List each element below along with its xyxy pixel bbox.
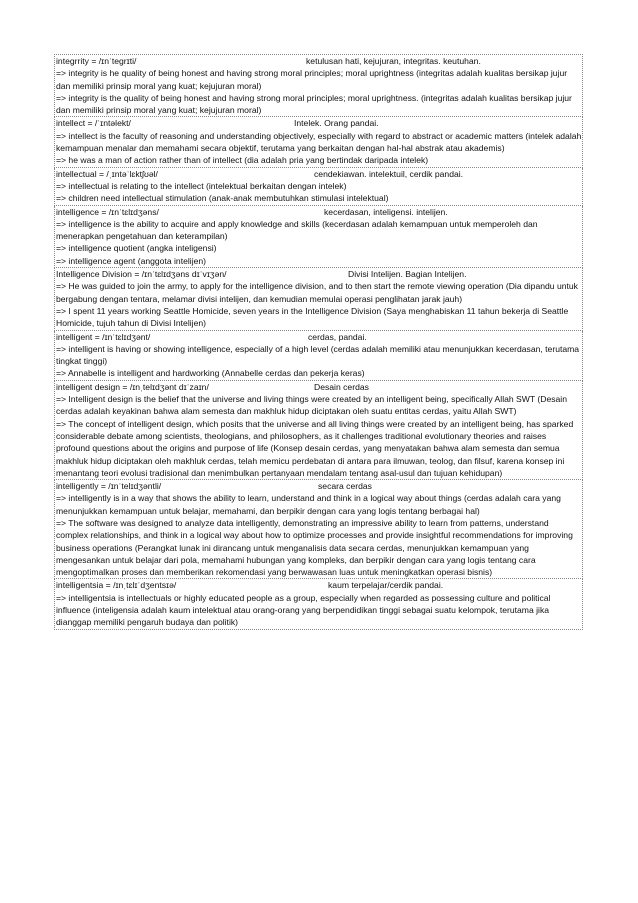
- dictionary-entry: [54, 579, 583, 629]
- entry-translation: cerdas, pandai.: [308, 331, 367, 342]
- entry-translation: Divisi Intelijen. Bagian Intelijen.: [348, 269, 467, 280]
- entry-translation: kaum terpelajar/cerdik pandai.: [328, 580, 444, 591]
- dictionary-entry: [54, 381, 583, 480]
- entry-example-line: => intelligent is having or showing intelligence, especially of a high level (cerdas adalah memiliki atau menunjukkan kecerdasan, terutama tingkat tinggi): [56, 343, 580, 367]
- entry-headline: [56, 331, 582, 343]
- entry-translation: Intelek. Orang pandai.: [294, 118, 379, 129]
- entry-term: intelligent design = /ɪnˌtelɪdʒənt dɪˈzaɪn/: [56, 381, 209, 392]
- entry-example-line: => intelligently is in a way that shows the ability to learn, understand and think in a logical way about things (cerdas adalah cara yang menunjukkan kemampuan untuk belajar, memahami, dan berpikir dengan cara yang logis tentang berbagai hal): [56, 493, 561, 516]
- entry-term: Intelligence Division = /ɪnˈtɛlɪdʒəns dɪˈvɪʒən/: [56, 269, 227, 280]
- entry-example-line: => intelligence quotient (angka inteligensi): [56, 243, 217, 254]
- entry-headline: [56, 579, 582, 591]
- entry-headline: [56, 168, 582, 180]
- entry-example-line: => children need intellectual stimulation (anak-anak membutuhkan stimulasi intelektual): [56, 193, 389, 204]
- entry-headline: [56, 117, 582, 129]
- entry-term: intelligently = /ɪnˈtelɪdʒəntli/: [56, 481, 162, 492]
- dictionary-entry: [54, 480, 583, 579]
- dictionary-page: [54, 54, 583, 630]
- entry-example-line: => he was a man of action rather than of intellect (dia adalah pria yang bertindak daripada intelek): [56, 155, 429, 166]
- entry-example-line: => intelligence is the ability to acquire and apply knowledge and skills (kecerdasan adalah kemampuan untuk memperoleh dan menerapkan pengetahuan dan keterampilan): [56, 218, 538, 242]
- dictionary-entry: [54, 268, 583, 330]
- entry-example-line: => The concept of intelligent design, which posits that the universe and all living things were created by an intelligent being, has sparked considerable debate among scientists, theologians, and philosophers, as it challenges traditional evolutionary theories and raises profound questions about the origins and purpose of life (Konsep desain cerdas, yang menyatakan bahwa alam semesta dan semua makhluk hidup diciptakan oleh makhluk cerdas, telah memicu perdebatan di antara para ilmuwan, teolog, dan filsuf, karena konsep ini menantang teori evolusi tradisional dan menimbulkan pertanyaan mendalam tentang asal-usul dan tujuan kehidupan): [56, 418, 574, 478]
- entry-headline: [56, 480, 582, 492]
- entry-translation: Desain cerdas: [314, 381, 369, 392]
- entry-term: intellectual = /ˌɪntəˈlɛktʃʊəl/: [56, 168, 158, 179]
- dictionary-entry: [54, 168, 583, 206]
- entry-example-line: => integrity is he quality of being honest and having strong moral principles; moral uprightness (integritas adalah kualitas bersikap jujur dan memiliki prinsip moral yang kuat; kejujuran moral): [56, 68, 568, 91]
- entry-translation: secara cerdas: [318, 481, 372, 492]
- entry-translation: kecerdasan, inteligensi. intelijen.: [324, 206, 448, 217]
- dictionary-entry: [54, 117, 583, 167]
- entry-example-line: => integrity is the quality of being honest and having strong moral principles; moral uprightness. (integritas adalah kualitas bersikap jujur dan memiliki prinsip moral yang kuat; kejujuran moral): [56, 92, 572, 116]
- entry-example-line: => He was guided to join the army, to apply for the intelligence division, and to then start the remote viewing operation (Dia dipandu untuk bergabung dengan tentara, melamar divisi intelijen, dan kemudian memulai operasi penglihatan jarak jauh): [56, 281, 578, 304]
- entry-example-line: => intellect is the faculty of reasoning and understanding objectively, especially with regard to abstract or academic matters (intelek adalah kemampuan menalar dan memahami secara objektif, terutama yang berkaitan dengan hal-hal abstrak atau akademis): [56, 130, 582, 154]
- entry-example-line: => Annabelle is intelligent and hardworking (Annabelle cerdas dan pekerja keras): [56, 368, 365, 379]
- entry-term: integrrity = /ɪnˈtegrɪti/: [56, 56, 137, 66]
- entry-headline: [56, 55, 582, 67]
- entry-term: intellect = /ˈɪntəlekt/: [56, 118, 131, 129]
- dictionary-entry: [54, 54, 583, 117]
- dictionary-entry: [54, 331, 583, 381]
- entry-example-line: => The software was designed to analyze data intelligently, demonstrating an impressive ability to learn from patterns, understand complex relationships, and think in a logical way about how to optimize processes and provide insightful recommendations for improving business operations (Perangkat lunak ini dirancang untuk menganalisis data secara cerdas, menunjukkan kemampuan yang mengesankan untuk belajar dari pola, memahami hubungan yang kompleks, dan berpikir dengan cara yang logis tentang cara mengoptimalkan proses dan memberikan rekomendasi yang berwawasan luas untuk meningkatkan operasi bisnis): [56, 517, 573, 578]
- entry-translation: ketulusan hati, kejujuran, integritas. keutuhan.: [306, 56, 481, 66]
- entry-term: intelligent = /ɪnˈtɛlɪdʒənt/: [56, 331, 151, 342]
- entry-headline: [56, 268, 582, 280]
- entry-example-line: => Intelligent design is the belief that the universe and living things were created by an intelligent being, specifically Allah SWT (Desain cerdas adalah keyakinan bahwa alam semesta dan makhluk hidup diciptakan oleh suatu entitas cerdas, yaitu Allah SWT): [56, 394, 567, 417]
- entry-example-line: => intelligence agent (anggota intelijen): [56, 255, 207, 266]
- dictionary-entry: [54, 206, 583, 268]
- entry-headline: [56, 381, 582, 393]
- entry-example-line: => intelligentsia is intellectuals or highly educated people as a group, especially when regarded as possessing culture and political influence (inteligensia adalah kaum intelektual atau orang-orang yang berpendidikan tinggi sebagai suatu kelompok, terutama jika dianggap memiliki pengaruh budaya dan politik): [56, 592, 551, 628]
- entry-example-line: => I spent 11 years working Seattle Homicide, seven years in the Intelligence Division (Saya menghabiskan 11 tahun bekerja di Seattle Homicide, tujuh tahun di Divisi Intelijen): [56, 305, 569, 329]
- entry-example-line: => intellectual is relating to the intellect (intelektual berkaitan dengan intelek): [56, 180, 347, 191]
- entry-term: intelligence = /ɪnˈtɛlɪdʒəns/: [56, 206, 159, 217]
- entry-headline: [56, 206, 582, 218]
- entry-translation: cendekiawan. intelektuil, cerdik pandai.: [314, 168, 464, 179]
- entry-term: intelligentsia = /ɪnˌtɛlɪˈdʒentsɪə/: [56, 580, 177, 591]
